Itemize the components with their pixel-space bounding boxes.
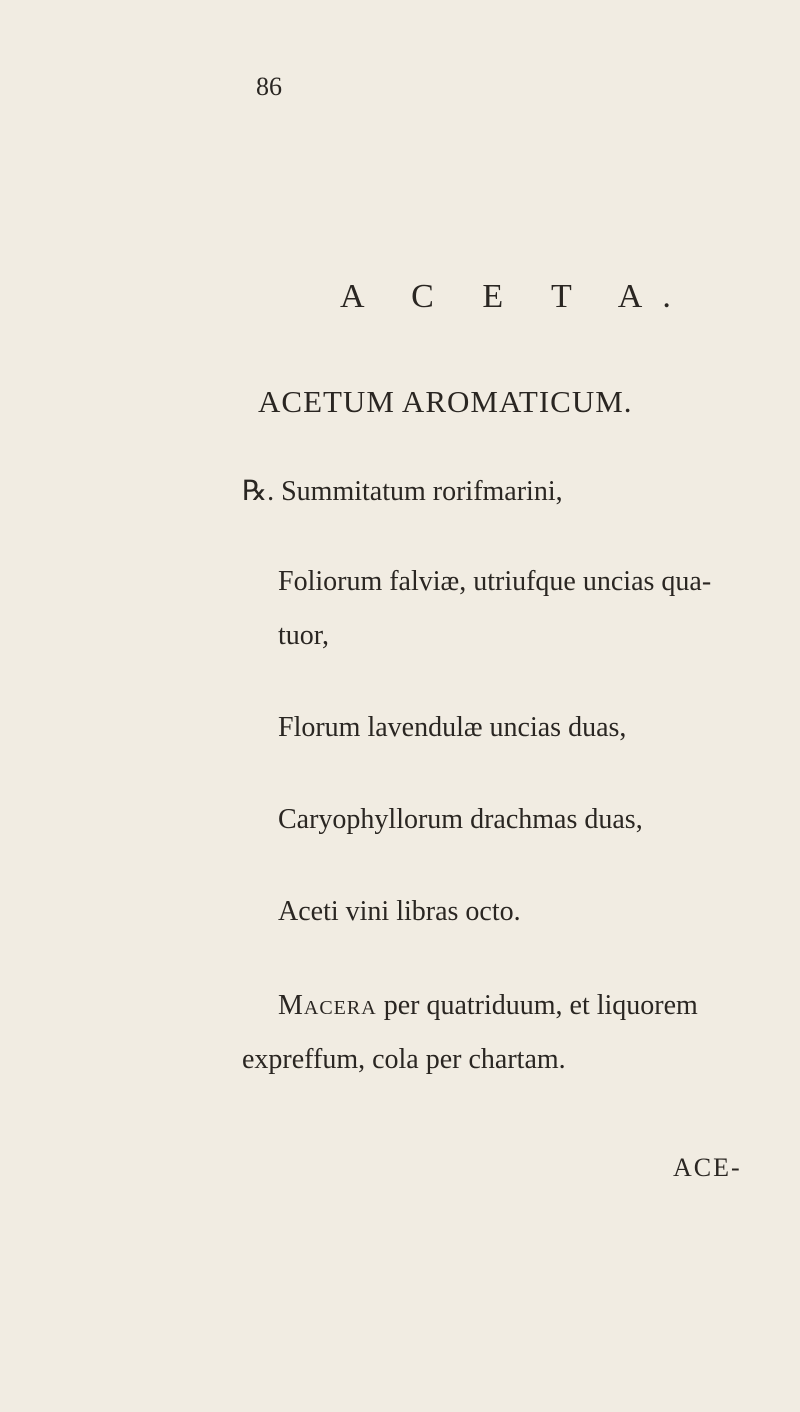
section-title: A C E T A. (340, 278, 691, 315)
page-number: 86 (256, 72, 282, 101)
instruction-lead: Macera (278, 990, 377, 1021)
ingredient-line: Caryophyllorum drachmas duas, (278, 804, 643, 835)
instruction-rest: per quatriduum, et liquorem (376, 990, 698, 1021)
instruction-line-2: expreffum, cola per chartam. (242, 1044, 566, 1075)
instruction-line-1 (278, 990, 698, 1022)
ingredient-line: Aceti vini libras octo. (278, 896, 521, 927)
ingredient-line: ℞. Summitatum rorifmarini, (242, 476, 563, 507)
ingredient-line: tuor, (278, 620, 329, 651)
ingredient-line: Florum lavendulæ uncias duas, (278, 712, 627, 743)
ingredient-line: Foliorum falviæ, utriufque uncias qua- (278, 566, 712, 597)
recipe-title: ACETUM AROMATICUM. (258, 384, 633, 419)
catchword: ACE- (673, 1153, 742, 1182)
